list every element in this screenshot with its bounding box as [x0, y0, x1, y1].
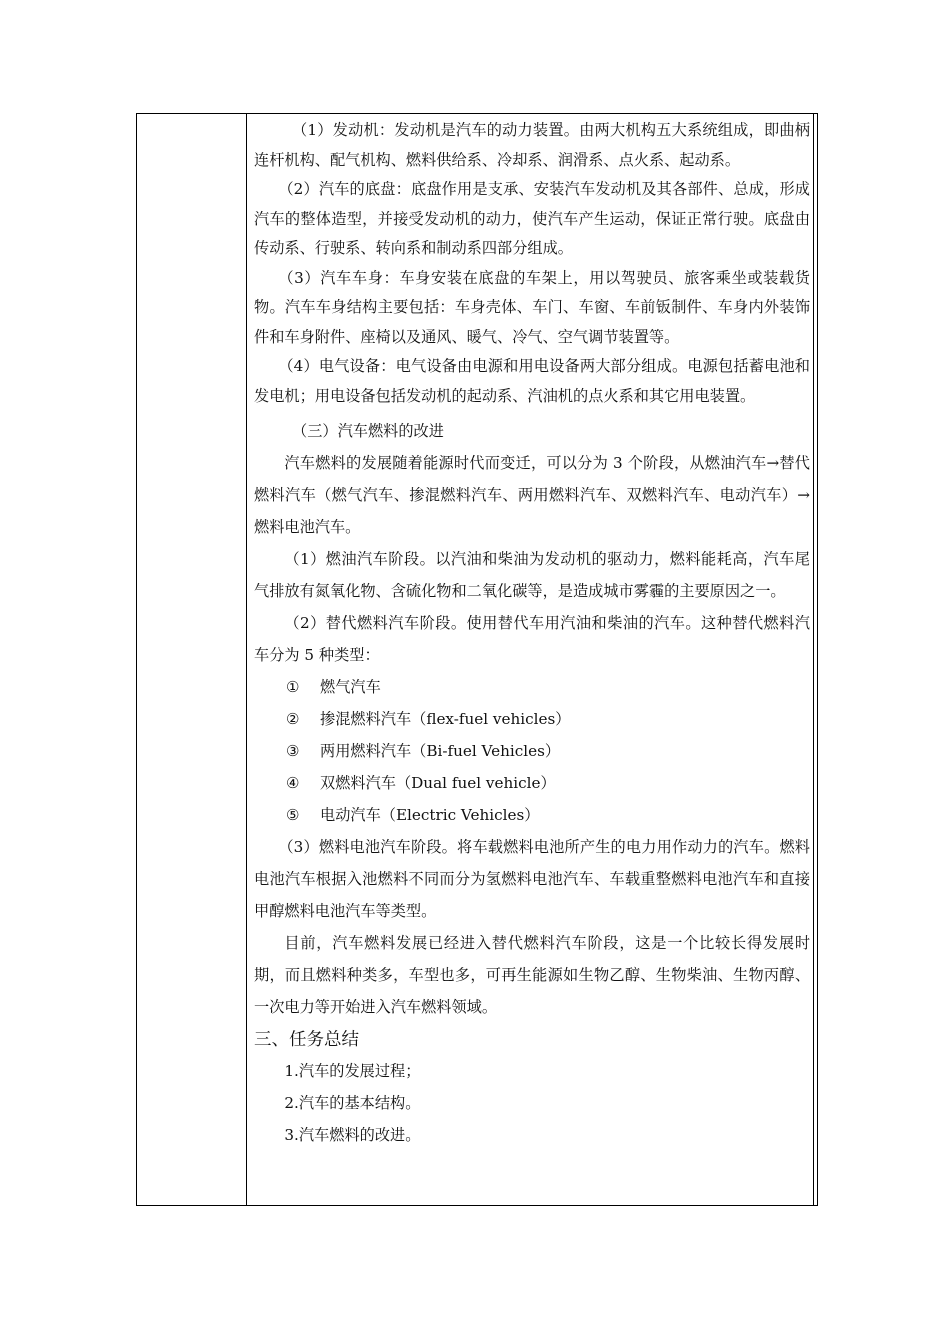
fuel-type-number: ③ [286, 742, 300, 760]
fuel-type-item [254, 767, 810, 799]
fuel-section-heading: （三）汽车燃料的改进 [292, 422, 444, 440]
fuel-stage1-paragraph: （1）燃油汽车阶段。以汽油和柴油为发动机的驱动力，燃料能耗高，汽车尾气排放有氮氧化物、含硫化物和二氧化碳等，是造成城市雾霾的主要原因之一。 [254, 550, 810, 600]
fuel-type-text: 电动汽车（Electric Vehicles） [320, 806, 540, 824]
structure-chassis-paragraph: （2）汽车的底盘：底盘作用是支承、安装汽车发动机及其各部件、总成，形成汽车的整体造型，并接受发动机的动力，使汽车产生运动，保证正常行驶。底盘由传动系、行驶系、转向系和制动系四部分组成。 [254, 180, 810, 257]
fuel-intro-paragraph: 汽车燃料的发展随着能源时代而变迁，可以分为 3 个阶段，从燃油汽车→替代燃料汽车（燃气汽车、掺混燃料汽车、两用燃料汽车、双燃料汽车、电动汽车）→燃料电池汽车。 [254, 454, 810, 536]
structure-body-paragraph: （3）汽车车身：车身安装在底盘的车架上，用以驾驶员、旅客乘坐或装载货物。汽车车身结构主要包括：车身壳体、车门、车窗、车前钣制件、车身内外装饰件和车身附件、座椅以及通风、暖气、冷气、空气调节装置等。 [254, 268, 810, 346]
summary-section-title: 三、任务总结 [254, 1030, 359, 1050]
structure-engine-paragraph: （1）发动机：发动机是汽车的动力装置。由两大机构五大系统组成，即曲柄连杆机构、配气机构、燃料供给系、冷却系、润滑系、点火系、起动系。 [254, 121, 810, 169]
structure-electrical-paragraph: （4）电气设备：电气设备由电源和用电设备两大部分组成。电源包括蓄电池和发电机；用电设备包括发动机的起动系、汽油机的点火系和其它用电装置。 [254, 357, 810, 405]
fuel-type-number: ① [286, 678, 300, 696]
fuel-type-item [254, 703, 810, 735]
summary-item: 3.汽车燃料的改进。 [284, 1126, 421, 1144]
column-divider [246, 113, 247, 1206]
fuel-type-item [254, 799, 810, 831]
fuel-type-number: ⑤ [286, 806, 300, 824]
table-content-cell [254, 116, 810, 1151]
summary-item: 1.汽车的发展过程； [284, 1062, 421, 1080]
fuel-type-text: 双燃料汽车（Dual fuel vehicle） [320, 774, 556, 792]
fuel-current-paragraph: 目前，汽车燃料发展已经进入替代燃料汽车阶段，这是一个比较长得发展时期，而且燃料种类多，车型也多，可再生能源如生物乙醇、生物柴油、生物丙醇、一次电力等开始进入汽车燃料领域。 [254, 934, 810, 1016]
fuel-type-number: ④ [286, 774, 300, 792]
fuel-stage3-paragraph: （3）燃料电池汽车阶段。将车载燃料电池所产生的电力用作动力的汽车。燃料电池汽车根据入池燃料不同而分为氢燃料电池汽车、车载重整燃料电池汽车和直接甲醇燃料电池汽车等类型。 [254, 838, 810, 920]
fuel-type-number: ② [286, 710, 300, 728]
fuel-type-item [254, 735, 810, 767]
fuel-type-text: 两用燃料汽车（Bi-fuel Vehicles） [320, 742, 561, 760]
fuel-type-text: 掺混燃料汽车（flex-fuel vehicles） [320, 710, 571, 728]
table-right-border-inner [813, 113, 814, 1206]
fuel-stage2-paragraph: （2）替代燃料汽车阶段。使用替代车用汽油和柴油的汽车。这种替代燃料汽车分为 5 种类型： [254, 614, 810, 664]
table-right-border-outer [817, 113, 818, 1206]
fuel-type-item [254, 671, 810, 703]
summary-item: 2.汽车的基本结构。 [284, 1094, 421, 1112]
fuel-type-text: 燃气汽车 [320, 678, 381, 696]
